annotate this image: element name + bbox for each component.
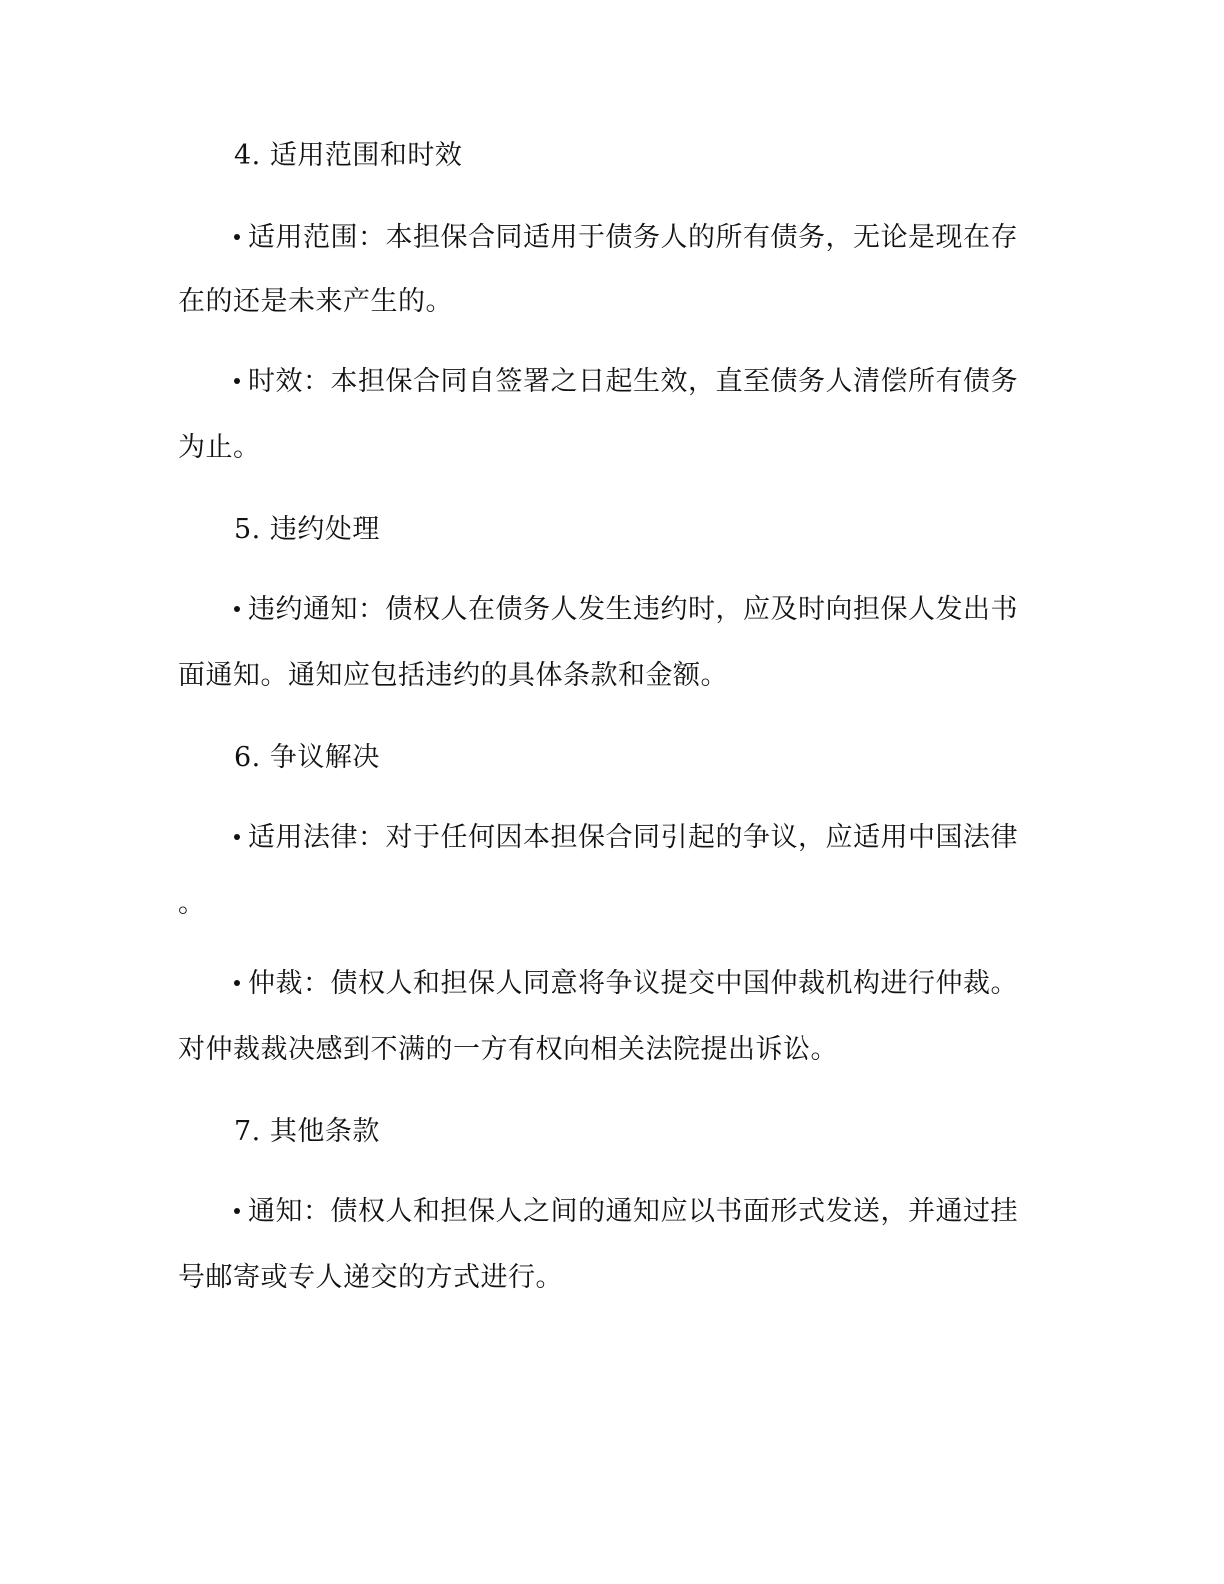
bullet-item-continuation: 号邮寄或专人递交的方式进行。 xyxy=(178,1262,563,1293)
bullet-icon xyxy=(234,1208,240,1214)
bullet-text: 适用范围：本担保合同适用于债务人的所有债务，无论是现在存 xyxy=(248,222,1018,253)
bullet-item-continuation: 面通知。通知应包括违约的具体条款和金额。 xyxy=(178,660,728,691)
bullet-item-first-line xyxy=(234,364,1018,400)
bullet-icon xyxy=(234,980,240,986)
bullet-item-first-line xyxy=(234,592,1018,628)
bullet-text: 仲裁：债权人和担保人同意将争议提交中国仲裁机构进行仲裁。 xyxy=(248,968,1018,999)
bullet-item-first-line xyxy=(234,1194,1018,1230)
bullet-item-first-line xyxy=(234,820,1018,856)
bullet-icon xyxy=(234,834,240,840)
bullet-item-first-line xyxy=(234,220,1018,256)
bullet-text: 违约通知：债权人在债务人发生违约时，应及时向担保人发出书 xyxy=(248,594,1018,625)
section-heading: 5. 违约处理 xyxy=(234,514,380,545)
section-heading: 6. 争议解决 xyxy=(234,742,380,773)
bullet-text: 通知：债权人和担保人之间的通知应以书面形式发送，并通过挂 xyxy=(248,1196,1018,1227)
bullet-item-continuation: 为止。 xyxy=(178,432,261,463)
bullet-text: 时效：本担保合同自签署之日起生效，直至债务人清偿所有债务 xyxy=(248,366,1018,397)
bullet-item-continuation: 在的还是未来产生的。 xyxy=(178,286,453,317)
bullet-item-continuation: 。 xyxy=(178,888,206,919)
bullet-icon xyxy=(234,606,240,612)
bullet-icon xyxy=(234,234,240,240)
section-heading: 4. 适用范围和时效 xyxy=(234,140,463,171)
bullet-icon xyxy=(234,378,240,384)
bullet-item-first-line xyxy=(234,966,1018,1002)
section-heading: 7. 其他条款 xyxy=(234,1116,380,1147)
bullet-item-continuation: 对仲裁裁决感到不满的一方有权向相关法院提出诉讼。 xyxy=(178,1034,838,1065)
bullet-text: 适用法律：对于任何因本担保合同引起的争议，应适用中国法律 xyxy=(248,822,1018,853)
